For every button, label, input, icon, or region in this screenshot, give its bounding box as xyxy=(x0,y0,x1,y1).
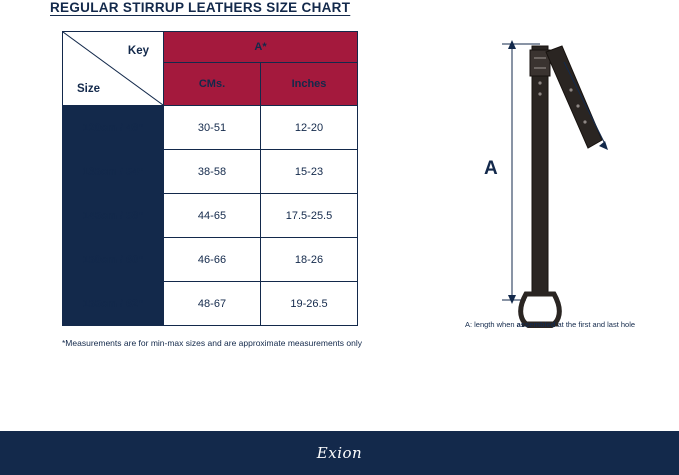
row-inches-2: 17.5-25.5 xyxy=(261,194,358,238)
table-row xyxy=(63,282,358,326)
key-size-corner-cell xyxy=(63,32,164,106)
page-title: REGULAR STIRRUP LEATHERS SIZE CHART xyxy=(50,0,351,15)
table-row xyxy=(63,150,358,194)
caption-pre: A: length when xyxy=(464,320,517,329)
row-size-3: 150cm / 60" xyxy=(63,238,164,282)
row-inches-1: 15-23 xyxy=(261,150,358,194)
row-cms-0: 30-51 xyxy=(164,106,261,150)
row-size-1: 135cm / 54” xyxy=(63,150,164,194)
measure-label-a: A xyxy=(484,158,498,179)
stirrup-leather-diagram xyxy=(440,28,670,328)
row-cms-4: 48-67 xyxy=(164,282,261,326)
row-size-2: 145cm / 58" xyxy=(63,194,164,238)
table-row xyxy=(63,238,358,282)
row-inches-4: 19-26.5 xyxy=(261,282,358,326)
footnote: *Measurements are for min-max sizes and are approximate measurements only xyxy=(62,338,362,348)
size-chart-table xyxy=(62,31,358,326)
row-cms-1: 38-58 xyxy=(164,150,261,194)
stirrup-diagram-icon xyxy=(440,28,670,328)
caption-bold: assembled xyxy=(516,320,556,329)
row-inches-3: 18-26 xyxy=(261,238,358,282)
diagram-caption xyxy=(430,320,670,329)
caption-post: at the first and last hole xyxy=(555,320,636,329)
brand-logo: Exion xyxy=(316,444,363,462)
table-row xyxy=(63,106,358,150)
unit-header-cms: CMs. xyxy=(164,63,261,106)
row-inches-0: 12-20 xyxy=(261,106,358,150)
table-header-row xyxy=(63,32,358,63)
group-header-a: A* xyxy=(164,32,358,63)
table-row xyxy=(63,194,358,238)
size-label: Size xyxy=(77,83,101,95)
row-cms-3: 46-66 xyxy=(164,238,261,282)
footer-bar xyxy=(0,431,679,475)
row-size-4: 155cm / 62" xyxy=(63,282,164,326)
unit-header-inches: Inches xyxy=(261,63,358,106)
key-label: Key xyxy=(127,45,149,57)
row-size-0: 120cm / 48" xyxy=(63,106,164,150)
row-cms-2: 44-65 xyxy=(164,194,261,238)
